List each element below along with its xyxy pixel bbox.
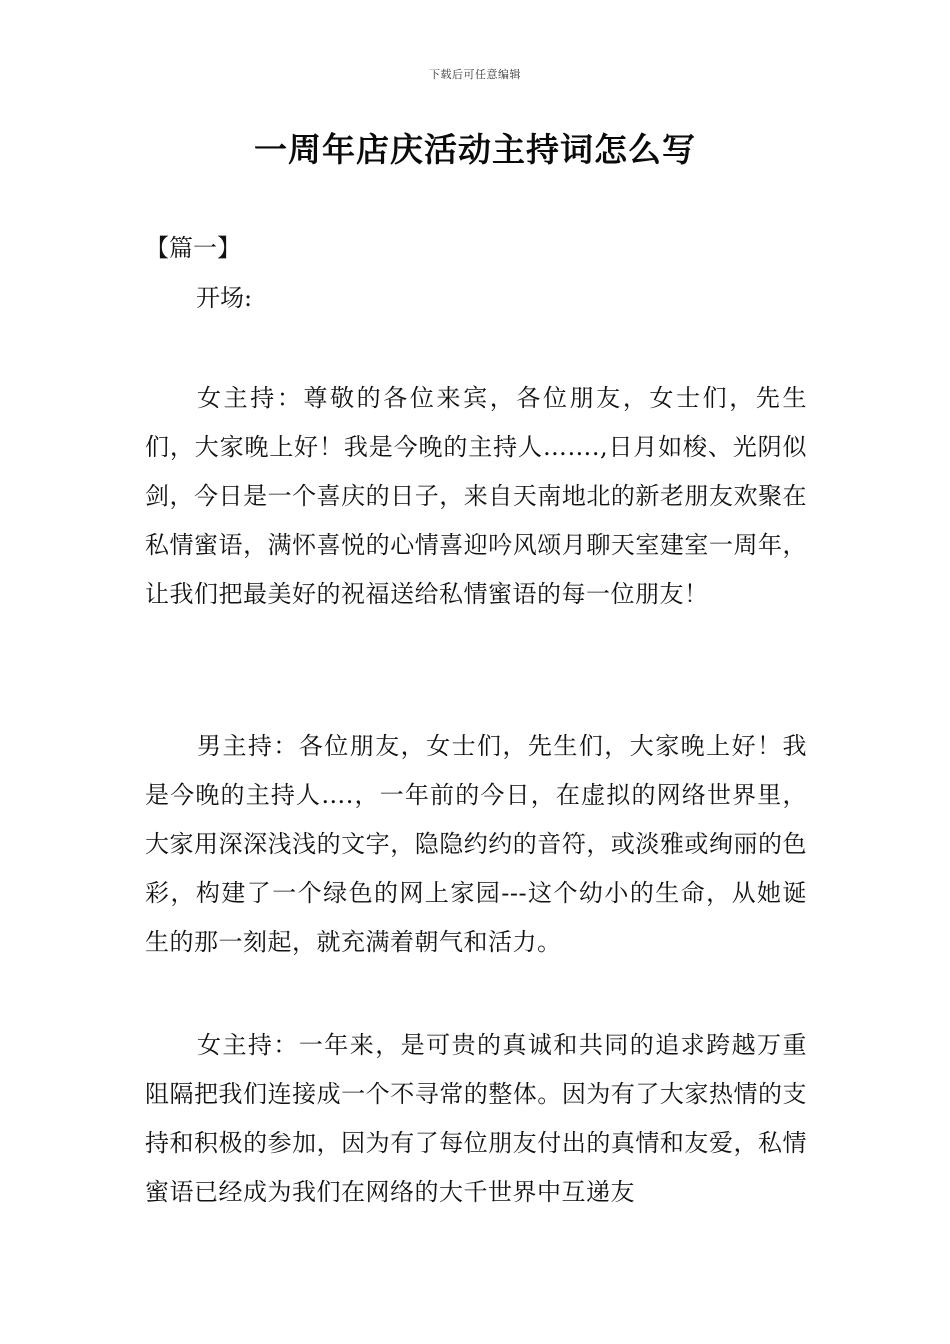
page-title: 一周年店庆活动主持词怎么写 — [254, 130, 696, 169]
paragraph-female-host-opening: 女主持：尊敬的各位来宾，各位朋友，女士们，先生们，大家晚上好！我是今晚的主持人…….,日月如梭、光阴似剑，今日是一个喜庆的日子，来自天南地北的新老朋友欢聚在私情蜜语，满怀喜悦的心情喜迎吟风颂月聊天室建室一周年，让我们把最美好的祝福送给私情蜜语的每一位朋友！ — [145, 384, 807, 608]
opening-label: 开场: — [196, 284, 253, 312]
paragraph-female-host-second: 女主持：一年来，是可贵的真诚和共同的追求跨越万重阻隔把我们连接成一个不寻常的整体。因为有了大家热情的支持和积极的参加，因为有了每位朋友付出的真情和友爱，私情蜜语已经成为我们在网络的大千世界中互递友 — [145, 1031, 807, 1206]
header-note: 下载后可任意编辑 — [429, 68, 521, 81]
section-label: 【篇一】 — [145, 234, 241, 262]
paragraph-male-host-opening: 男主持：各位朋友，女士们，先生们，大家晚上好！我是今晚的主持人….，一年前的今日，在虚拟的网络世界里，大家用深深浅浅的文字，隐隐约约的音符，或淡雅或绚丽的色彩，构建了一个绿色的网上家园---这个幼小的生命，从她诞生的那一刻起，就充满着朝气和活力。 — [145, 732, 807, 956]
